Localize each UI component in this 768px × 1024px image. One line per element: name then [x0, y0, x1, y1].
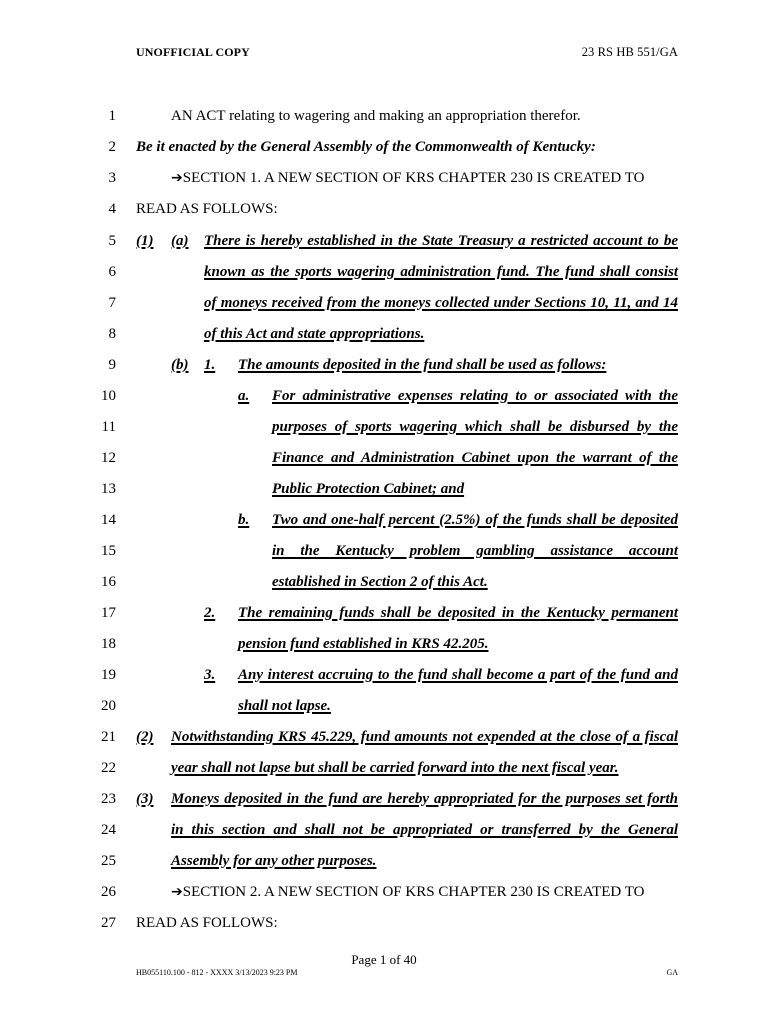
line-number: 14 — [101, 512, 116, 528]
line-number: 10 — [101, 388, 116, 404]
line-text: shall not lapse. — [238, 698, 331, 714]
line-number: 6 — [108, 264, 116, 280]
document-line — [0, 418, 768, 442]
document-line — [0, 728, 768, 752]
line-text: Public Protection Cabinet; and — [272, 481, 465, 497]
line-text: in this section and shall not be appropriated or transferred by the General — [171, 822, 678, 838]
line-number: 20 — [101, 698, 116, 714]
right-arrow-icon: ➔ — [171, 170, 183, 186]
document-line — [0, 759, 768, 783]
line-number: 18 — [101, 636, 116, 652]
line-number: 26 — [101, 884, 116, 900]
section-heading — [171, 883, 678, 901]
line-number: 16 — [101, 574, 116, 590]
line-number: 2 — [108, 139, 116, 155]
document-line — [0, 263, 768, 287]
document-line — [0, 325, 768, 349]
document-line — [0, 356, 768, 380]
line-number: 12 — [101, 450, 116, 466]
document-line — [0, 883, 768, 907]
paragraph-marker: (a) — [171, 233, 189, 249]
clause-marker: b. — [238, 512, 250, 528]
document-line — [0, 573, 768, 597]
line-text: For administrative expenses relating to or associated with the — [272, 388, 678, 404]
document-line — [0, 542, 768, 566]
footer-code: GA — [666, 968, 678, 977]
document-line — [0, 200, 768, 224]
line-text: established in Section 2 of this Act. — [272, 574, 488, 590]
line-number: 24 — [101, 822, 116, 838]
document-line — [0, 294, 768, 318]
line-text: pension fund established in KRS 42.205. — [238, 636, 489, 652]
section-heading — [171, 169, 678, 187]
document-line — [0, 666, 768, 690]
line-number: 23 — [101, 791, 116, 807]
header-unofficial-copy: UNOFFICIAL COPY — [136, 45, 250, 59]
line-text: There is hereby established in the State Treasury a restricted account to be — [204, 233, 678, 249]
document-line — [0, 697, 768, 721]
subsection-marker: (2) — [136, 729, 154, 745]
subsection-marker: (3) — [136, 791, 154, 807]
line-text: Any interest accruing to the fund shall become a part of the fund and — [238, 667, 678, 683]
line-number: 5 — [108, 233, 116, 249]
line-text: READ AS FOLLOWS: — [136, 915, 278, 931]
right-arrow-icon: ➔ — [171, 884, 183, 900]
document-line — [0, 480, 768, 504]
line-number: 27 — [101, 915, 116, 931]
document-line — [0, 604, 768, 628]
document-line — [0, 914, 768, 938]
section-heading-text: SECTION 1. A NEW SECTION OF KRS CHAPTER 230 IS CREATED TO — [182, 170, 645, 186]
document-line — [0, 138, 768, 162]
line-text: in the Kentucky problem gambling assistance account — [272, 543, 678, 559]
document-line — [0, 387, 768, 411]
page-number: Page 1 of 40 — [351, 952, 417, 967]
line-text: purposes of sports wagering which shall be disbursed by the — [272, 419, 678, 435]
line-number: 3 — [108, 170, 116, 186]
line-number: 9 — [108, 357, 116, 373]
subparagraph-marker: 2. — [204, 605, 216, 621]
line-number: 15 — [101, 543, 116, 559]
line-number: 25 — [101, 853, 116, 869]
document-line — [0, 821, 768, 845]
line-number: 7 — [108, 295, 116, 311]
document-line — [0, 790, 768, 814]
line-text: of moneys received from the moneys collected under Sections 10, 11, and 14 — [204, 295, 678, 311]
subsection-marker: (1) — [136, 233, 154, 249]
line-number: 8 — [108, 326, 116, 342]
line-number: 13 — [101, 481, 116, 497]
document-line — [0, 169, 768, 193]
document-line — [0, 107, 768, 131]
line-number: 21 — [101, 729, 116, 745]
document-line — [0, 852, 768, 876]
document-line — [0, 635, 768, 659]
line-number: 19 — [101, 667, 116, 683]
line-text: Two and one-half percent (2.5%) of the funds shall be deposited — [272, 512, 678, 528]
line-text: known as the sports wagering administration fund. The fund shall consist — [204, 264, 678, 280]
line-number: 17 — [101, 605, 116, 621]
clause-marker: a. — [238, 388, 250, 404]
header-bill-number: 23 RS HB 551/GA — [581, 45, 678, 59]
subparagraph-marker: 1. — [204, 357, 216, 373]
paragraph-marker: (b) — [171, 357, 189, 373]
line-text: The remaining funds shall be deposited in the Kentucky permanent — [238, 605, 678, 621]
line-number: 4 — [108, 201, 116, 217]
line-number: 1 — [108, 108, 116, 124]
document-line — [0, 511, 768, 535]
line-text: Moneys deposited in the fund are hereby appropriated for the purposes set forth — [171, 791, 678, 807]
footer-document-id: HB055110.100 - 812 - XXXX 3/13/2023 9:23 PM — [136, 968, 298, 977]
document-line — [0, 449, 768, 473]
line-text: The amounts deposited in the fund shall be used as follows: — [238, 357, 607, 373]
line-text: READ AS FOLLOWS: — [136, 201, 278, 217]
subparagraph-marker: 3. — [204, 667, 216, 683]
document-line — [0, 232, 768, 256]
line-text: Finance and Administration Cabinet upon the warrant of the — [272, 450, 678, 466]
line-text: Assembly for any other purposes. — [171, 853, 377, 869]
enacting-clause: Be it enacted by the General Assembly of the Commonwealth of Kentucky: — [136, 139, 596, 155]
line-number: 11 — [101, 419, 116, 435]
section-heading-text: SECTION 2. A NEW SECTION OF KRS CHAPTER 230 IS CREATED TO — [182, 884, 645, 900]
line-number: 22 — [101, 760, 116, 776]
line-text: year shall not lapse but shall be carried forward into the next fiscal year. — [171, 760, 619, 776]
line-text: of this Act and state appropriations. — [204, 326, 425, 342]
line-text: Notwithstanding KRS 45.229, fund amounts not expended at the close of a fiscal — [171, 729, 678, 745]
act-title: AN ACT relating to wagering and making an appropriation therefor. — [171, 108, 581, 124]
